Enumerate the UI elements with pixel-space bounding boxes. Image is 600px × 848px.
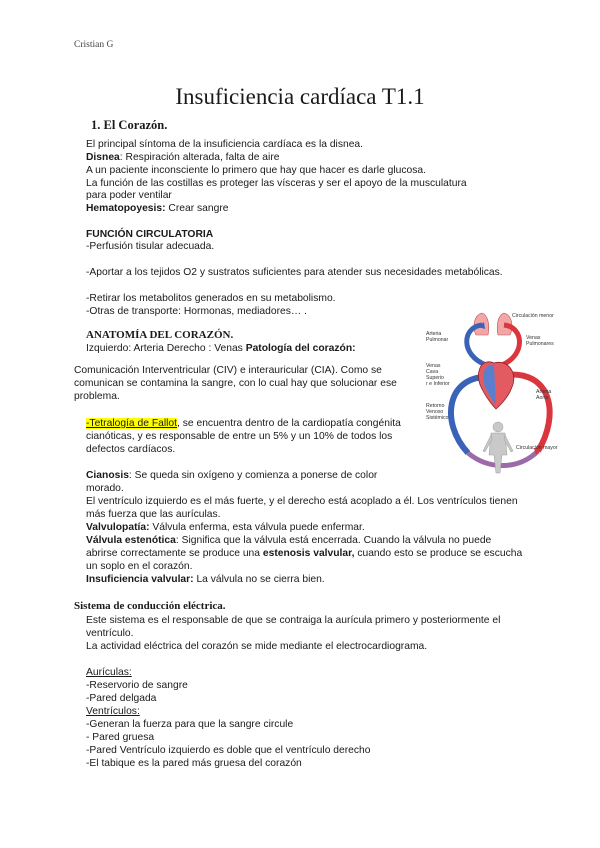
- circulation-diagram: [420, 305, 588, 477]
- definition-hematopoyesis: [86, 202, 229, 215]
- term: Valvulopatía:: [86, 522, 150, 533]
- term: Disnea: [86, 152, 120, 163]
- heading-ventriculos: Ventrículos:: [86, 706, 140, 717]
- definition: : Significa que la válvula está encerrada. Cuando la válvula no puede: [175, 535, 492, 546]
- list-item: - Pared gruesa: [86, 732, 155, 743]
- definition-disnea: [86, 151, 279, 164]
- paragraph: morado.: [86, 483, 124, 494]
- term: Cianosis: [86, 470, 129, 481]
- paragraph: más fuerza que las aurículas.: [86, 509, 221, 520]
- heading-auriculas: Aurículas:: [86, 667, 132, 678]
- term: estenosis valvular,: [262, 548, 355, 559]
- list-item: -El tabique es la pared más gruesa del corazón: [86, 758, 302, 769]
- paragraph: Este sistema es el responsable de que se contraiga la aurícula primero y posteriormente el: [86, 615, 501, 626]
- definition-valvulopatia: [86, 521, 365, 534]
- page-title: Insuficiencia cardíaca T1.1: [175, 84, 425, 109]
- text: cuando esto se produce se escucha: [354, 548, 523, 559]
- paragraph: defectos cardíacos.: [86, 444, 176, 455]
- definition: La válvula no se cierra bien.: [193, 574, 325, 585]
- paragraph: El ventrículo izquierdo es el más fuerte, y el derecho está acoplado a él. Los ventrículos tienen: [86, 496, 518, 507]
- definition: : Se queda sin oxígeno y comienza a ponerse de color: [128, 470, 378, 481]
- link-tetralogia-fallot[interactable]: -Tetralogía de Fallot: [86, 418, 178, 429]
- heart-shape: [478, 362, 513, 409]
- list-item: -Generan la fuerza para que la sangre circule: [86, 719, 294, 730]
- paragraph: para poder ventilar: [86, 190, 172, 201]
- label-circulacion-mayor: Circulación mayor: [516, 445, 558, 451]
- term: Válvula estenótica: [86, 535, 176, 546]
- list-item: -Retirar los metabolitos generados en su metabolismo.: [86, 293, 336, 304]
- label-circulacion-menor: Circulación menor: [512, 313, 554, 319]
- list-item: -Aportar a los tejidos O2 y sustratos suficientes para atender sus necesidades metabólicas.: [86, 267, 503, 278]
- paragraph: [86, 547, 522, 560]
- heading-conduccion: Sistema de conducción eléctrica.: [74, 600, 226, 612]
- definition: : Respiración alterada, falta de aire: [119, 152, 280, 163]
- definition: Crear sangre: [165, 203, 229, 214]
- definition-cianosis: [86, 469, 377, 482]
- paragraph: problema.: [74, 391, 120, 402]
- label-arteria-pulmonar: Arteria Pulmonar: [426, 331, 449, 343]
- text: , se encuentra dentro de la cardiopatía congénita: [177, 418, 401, 429]
- paragraph: cianóticas, y es responsable de entre un 5% y un 10% de todos los: [86, 431, 393, 442]
- paragraph: El principal síntoma de la insuficiencia cardíaca es la disnea.: [86, 139, 364, 150]
- paragraph-fallot: [86, 417, 401, 430]
- paragraph: Comunicación Interventricular (CIV) e interauricular (CIA). Como se: [74, 365, 382, 376]
- label-venas-pulmonares: Venas Pulmonares: [526, 335, 554, 347]
- term: Hematopoyesis:: [86, 203, 166, 214]
- section-heading-corazon: 1. El Corazón.: [91, 118, 168, 132]
- paragraph: A un paciente inconsciente lo primero que hay que hacer es darle glucosa.: [86, 165, 427, 176]
- paragraph: un soplo en el corazón.: [86, 561, 193, 572]
- paragraph: ventrículo.: [86, 628, 134, 639]
- heading-patologia: Patología del corazón:: [245, 343, 356, 354]
- list-item: -Perfusión tisular adecuada.: [86, 241, 215, 252]
- paragraph: La función de las costillas es proteger las vísceras y ser el apoyo de la musculatura: [86, 178, 467, 189]
- heading-funcion-circulatoria: FUNCIÓN CIRCULATORIA: [86, 229, 214, 240]
- paragraph: La actividad eléctrica del corazón se mide mediante el electrocardiograma.: [86, 641, 428, 652]
- list-item: -Reservorio de sangre: [86, 680, 188, 691]
- list-item: -Pared delgada: [86, 693, 157, 704]
- heading-anatomia: ANATOMÍA DEL CORAZÓN.: [86, 329, 234, 341]
- label-arteria-aorta: Arteria Aorta: [536, 389, 552, 401]
- paragraph: [86, 342, 356, 355]
- text: Izquierdo: Arteria Derecho : Venas: [86, 343, 246, 354]
- list-item: -Pared Ventrículo izquierdo es doble que el ventrículo derecho: [86, 745, 371, 756]
- author-name: Cristian G: [74, 40, 114, 50]
- text: abrirse correctamente se produce una: [86, 548, 263, 559]
- term: Insuficiencia valvular:: [86, 574, 194, 585]
- list-item: -Otras de transporte: Hormonas, mediadores… .: [86, 306, 307, 317]
- definition: Válvula enferma, esta válvula puede enfermar.: [149, 522, 365, 533]
- label-venas-cava: Venas Cava Superio r e Inferior: [426, 363, 450, 387]
- label-retorno-venoso: Retorno Venoso Sistémico: [426, 403, 449, 421]
- paragraph: comunican se contamina la sangre, con lo cual hay que solucionar ese: [74, 378, 397, 389]
- definition-insuficiencia-valvular: [86, 573, 325, 586]
- definition-valvula-estenotica: [86, 534, 491, 547]
